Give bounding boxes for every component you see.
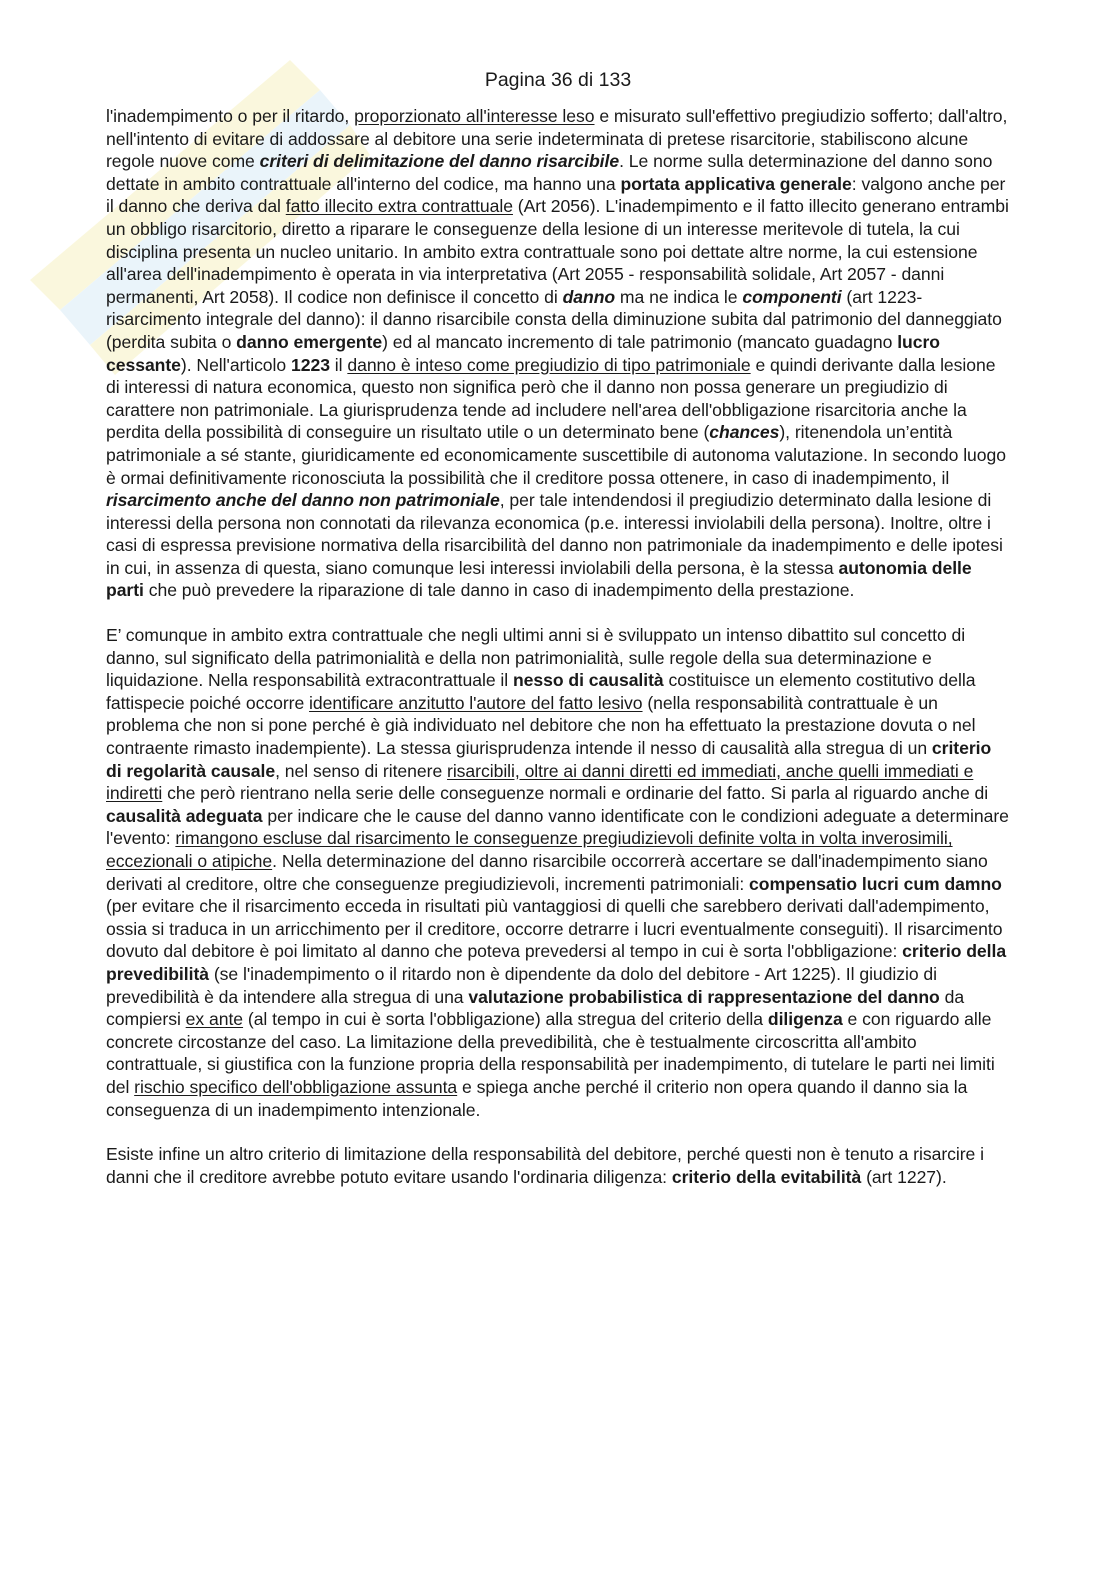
- text-run: per indicare che le cause del danno vanno identificate con le condizioni adeguate a determinare l'evento:: [106, 805, 1009, 849]
- text-run: (art 1223- risarcimento integrale del danno): il danno risarcibile consta della diminuzione subita dal patrimonio del danneggiato (perdita subita o: [106, 286, 1002, 352]
- text-run: ). Nell'articolo: [180, 354, 291, 375]
- text-run: (al tempo in cui è sorta l'obbligazione) alla stregua del criterio della: [243, 1009, 768, 1030]
- text-run: e con riguardo alle concrete circostanze del caso. La limitazione della prevedibilità, che è testualmente circoscritta all'ambito contrattuale, si giustifica con la funzione propria della responsabilità per inadempimento, di tutelare le parti nei limiti del: [106, 1009, 995, 1097]
- text-run: ex ante: [185, 1009, 244, 1030]
- text-run: danno è inteso come pregiudizio di tipo patrimoniale: [347, 354, 751, 375]
- text-run: criteri di delimitazione del danno risarcibile: [259, 151, 620, 172]
- text-run: fatto illecito extra contrattuale: [285, 196, 513, 217]
- text-run: . Nella determinazione del danno risarcibile occorrerà accertare se dall'inadempimento siano derivati al creditore, oltre che conseguenze pregiudizievoli, incrementi patrimoniali:: [106, 851, 988, 894]
- text-run: e spiega anche perché il criterio non opera quando il danno sia la conseguenza di un inadempimento intenzionale.: [106, 1076, 968, 1120]
- text-run: chances: [709, 422, 780, 443]
- text-run: (art 1227).: [861, 1166, 947, 1187]
- text-run: , nel senso di ritenere: [275, 760, 448, 781]
- text-run: criterio della evitabilità: [671, 1166, 862, 1187]
- text-run: : valgono anche per il danno che deriva dal: [106, 173, 1006, 217]
- text-run: danno: [562, 286, 616, 307]
- text-run: 1223: [290, 354, 330, 375]
- text-run: nesso di causalità: [512, 670, 664, 691]
- text-run: il: [329, 354, 348, 375]
- page-number-header: Pagina 36 di 133: [484, 69, 632, 91]
- text-run: rischio specifico dell'obbligazione assunta: [134, 1076, 458, 1097]
- text-run: criterio della prevedibilità: [106, 941, 1007, 984]
- text-run: lucro cessante: [106, 331, 940, 375]
- text-run: e misurato sull'effettivo pregiudizio sofferto; dall'altro, nell'intento di evitare di addossare al debitore una serie indeterminata di pretese risarcitorie, stabiliscono alcune regole nuove come: [106, 106, 1008, 172]
- paragraph: [106, 1143, 1011, 1188]
- text-run: rimangono escluse dal risarcimento le conseguenze pregiudizievoli definite volta in volta inverosimili, eccezionali o atipiche: [106, 828, 953, 871]
- text-run: ), ritenendola un’entità patrimoniale a sé stante, giuridicamente ed economicamente suscettibile di autonoma valutazione. In secondo luogo è ormai definitivamente riconosciuta la possibilità che il creditore possa ottenere, in caso di inadempimento, il: [106, 422, 1006, 488]
- text-run: l'inadempimento o per il ritardo,: [106, 106, 355, 126]
- text-run: (se l'inadempimento o il ritardo non è dipendente da dolo del debitore - Art 1225). Il giudizio di prevedibilità è da intendere alla stregua di una: [106, 963, 938, 1007]
- text-run: risarcimento anche del danno non patrimoniale: [106, 490, 500, 511]
- text-run: costituisce un elemento costitutivo della fattispecie poiché occorre: [106, 670, 976, 713]
- text-run: componenti: [742, 286, 842, 307]
- text-run: (Art 2056). L'inadempimento e il fatto illecito generano entrambi un obbligo risarcitorio, diretto a riparare le conseguenze della lesione di un interesse meritevole di tutela, la cui disciplina presenta un nucleo unitario. In ambito extra contrattuale sono poi dettate altre norme, la cui estensione all'area dell'inadempimento è operata in via interpretativa (Art 2055 - responsabilità solidale, Art 2057 - danni permanenti, Art 2058). Il codice non definisce il concetto di: [106, 196, 1009, 307]
- text-run: risarcibili, oltre ai danni diretti ed immediati, anche quelli immediati e indiretti: [106, 760, 974, 804]
- text-run: proporzionato all'interesse leso: [354, 106, 595, 126]
- text-run: che però rientrano nella serie delle conseguenze normali e ordinarie del fatto. Si parla al riguardo anche di: [162, 783, 989, 804]
- text-run: diligenza: [767, 1009, 843, 1030]
- text-run: identificare anzitutto l'autore del fatto lesivo: [309, 692, 643, 713]
- document-body: [106, 105, 1011, 1210]
- text-run: ) ed al mancato incremento di tale patrimonio (mancato guadagno: [382, 331, 898, 352]
- text-run: e quindi derivante dalla lesione di interessi di natura economica, questo non significa però che il danno non possa generare un pregiudizio di carattere non patrimoniale. La giurisprudenza tende ad includere nell'area dell'obbligazione risarcitoria anche la perdita della possibilità di conseguire un risultato utile o un determinato bene (: [106, 354, 996, 443]
- paragraph: [106, 105, 1011, 602]
- text-run: (nella responsabilità contrattuale è un problema che non si pone perché è già individuato nel debitore che non ha effettuato la prestazione dovuta o nel contraente rimasto inadempiente). La stessa giurisprudenza intende il nesso di causalità alla stregua di un: [106, 692, 976, 759]
- paragraph: [106, 624, 1011, 1121]
- text-run: da compiersi: [106, 986, 965, 1030]
- text-run: compensatio lucri cum damno: [749, 873, 1002, 894]
- text-run: valutazione probabilistica di rappresentazione del danno: [468, 986, 940, 1007]
- text-run: criterio di regolarità causale: [106, 738, 992, 781]
- text-run: causalità adeguata: [106, 805, 263, 826]
- text-run: portata applicativa generale: [620, 173, 852, 194]
- text-run: Esiste infine un altro criterio di limitazione della responsabilità del debitore, perché questi non è tenuto a risarcire i danni che il creditore avrebbe potuto evitare usando l'ordinaria diligenza:: [106, 1144, 984, 1187]
- text-run: . Le norme sulla determinazione del danno sono dettate in ambito contrattuale all'interno del codice, ma hanno una: [106, 151, 993, 194]
- text-run: , per tale intendendosi il pregiudizio determinato dalla lesione di interessi della persona non connotati da rilevanza economica (p.e. interessi inviolabili della persona). Inoltre, oltre i casi di espressa previsione normativa della risarcibilità del danno non patrimoniale da inadempimento e delle ipotesi in cui, in assenza di questa, siano comunque lesi interessi inviolabili della persona, è la stessa: [106, 490, 1003, 578]
- text-run: che può prevedere la riparazione di tale danno in caso di inadempimento della prestazione.: [143, 580, 855, 601]
- text-run: ma ne indica le: [615, 286, 743, 307]
- text-run: (per evitare che il risarcimento ecceda in risultati più vantaggiosi di quelli che sarebbero derivati dall'adempimento, ossia si traduca in un arricchimento per il creditore, occorre detrarre i lucri eventualmente conseguiti). Il risarcimento dovuto dal debitore è poi limitato al danno che poteva prevedersi al tempo in cui è sorta l'obbligazione:: [106, 896, 1003, 962]
- text-run: autonomia delle parti: [106, 557, 972, 601]
- text-run: E’ comunque in ambito extra contrattuale che negli ultimi anni si è sviluppato un intenso dibattito sul concetto di danno, sul significato della patrimonialità e della non patrimonialità, sulle regole della sua determinazione e liquidazione. Nella responsabilità extracontrattuale il: [106, 625, 966, 691]
- text-run: danno emergente: [236, 331, 383, 352]
